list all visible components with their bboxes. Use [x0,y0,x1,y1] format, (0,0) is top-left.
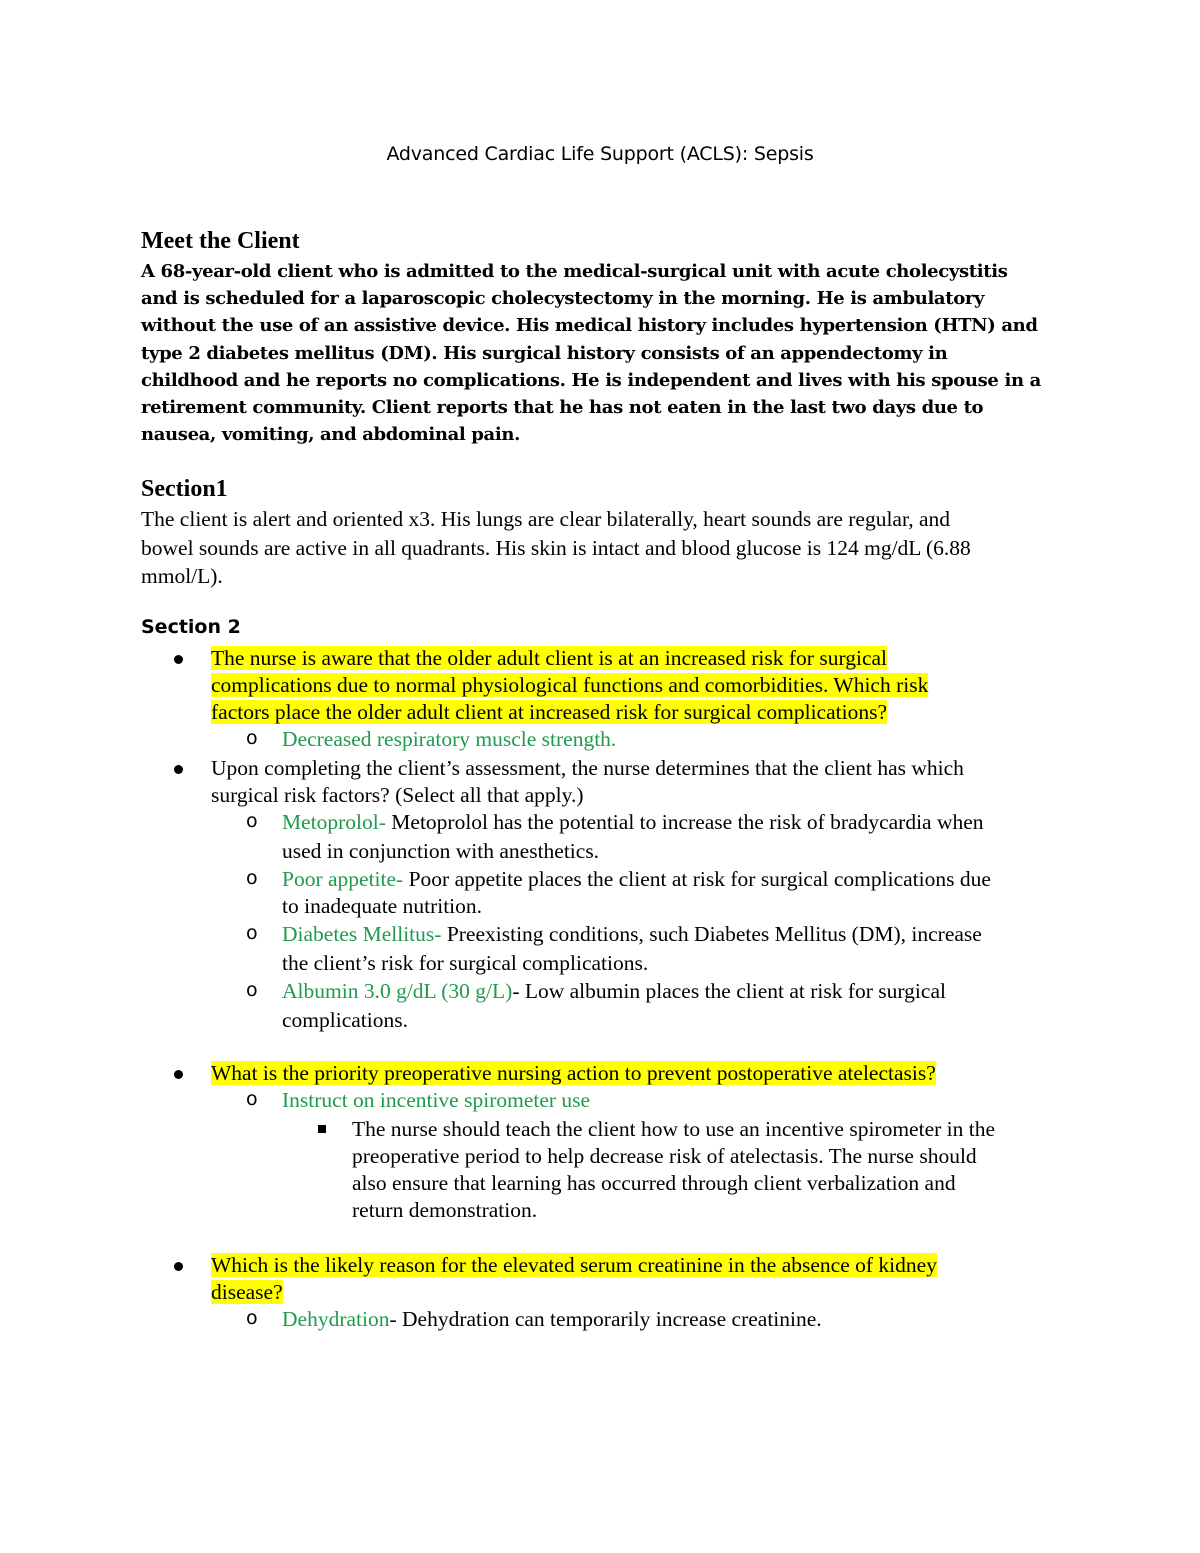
client-line: and is scheduled for a laparoscopic cholecystectomy in the morning. He is ambulatory [141,288,985,310]
square-bullet-icon [318,1125,326,1133]
rationale-line: return demonstration. [352,1198,538,1222]
client-line: retirement community. Client reports that he has not eaten in the last two days due to [141,397,984,419]
circle-bullet-icon: o [246,979,258,1001]
circle-bullet-icon: o [246,1307,258,1329]
client-line: nausea, vomiting, and abdominal pain. [141,424,520,446]
client-line: type 2 diabetes mellitus (DM). His surgical history consists of an appendectomy in [141,342,948,364]
section1-line: The client is alert and oriented x3. His lungs are clear bilaterally, heart sounds are regular, and [141,507,951,531]
section1-line: bowel sounds are active in all quadrants. His skin is intact and blood glucose is 124 mg/dL (6.88 [141,535,971,560]
circle-bullet-icon: o [246,1088,258,1110]
circle-bullet-icon: o [246,922,258,944]
circle-bullet-icon: o [246,810,258,832]
question-3: What is the priority preoperative nursing action to prevent postoperative atelectasis? [211,1061,936,1085]
section1-heading: Section1 [141,476,228,502]
rationale-line: The nurse should teach the client how to use an incentive spirometer in the [352,1117,996,1141]
circle-bullet-icon: o [246,867,258,889]
bullet-icon [174,1070,183,1079]
client-line: childhood and he reports no complications. He is independent and lives with his spouse in a [141,369,1041,391]
answer-3: Instruct on incentive spirometer use [282,1088,591,1112]
question-4-line: Which is the likely reason for the elevated serum creatinine in the absence of kidney [211,1253,937,1277]
bullet-icon [174,765,183,774]
answer-item-cont: used in conjunction with anesthetics. [282,839,600,863]
rationale-line: preoperative period to help decrease risk of atelectasis. The nurse should [352,1144,977,1168]
answer-item: Diabetes Mellitus- Preexisting conditions, such Diabetes Mellitus (DM), increase [282,922,982,946]
question-1-line: complications due to normal physiological functions and comorbidities. Which risk [211,673,929,697]
bullet-icon [174,655,183,664]
rationale-line: also ensure that learning has occurred through client verbalization and [352,1171,956,1195]
client-description [141,258,1071,448]
answer-item: Metoprolol- Metoprolol has the potential to increase the risk of bradycardia when [282,810,984,834]
meet-client-heading: Meet the Client [141,228,300,254]
client-line: without the use of an assistive device. His medical history includes hypertension (HTN) and [141,315,1038,337]
answer-1: Decreased respiratory muscle strength. [282,727,617,751]
question-4-line: disease? [211,1280,283,1304]
client-line: A 68-year-old client who is admitted to the medical-surgical unit with acute cholecystitis [141,261,1008,282]
question-2-line: surgical risk factors? (Select all that apply.) [211,783,584,807]
circle-bullet-icon: o [246,727,258,749]
section2-heading: Section 2 [141,616,241,638]
bullet-icon [174,1262,183,1271]
question-2-line: Upon completing the client’s assessment, the nurse determines that the client has which [211,756,964,780]
answer-item: Poor appetite- Poor appetite places the client at risk for surgical complications due [282,867,991,891]
question-1-line: factors place the older adult client at increased risk for surgical complications? [211,700,887,724]
answer-item-cont: the client’s risk for surgical complications. [282,951,649,975]
answer-item-cont: complications. [282,1008,408,1032]
answer-4: Dehydration- Dehydration can temporarily increase creatinine. [282,1307,822,1331]
section1-text [141,505,1071,591]
answer-item: Albumin 3.0 g/dL (30 g/L)- Low albumin places the client at risk for surgical [282,979,946,1003]
section1-line: mmol/L). [141,564,223,588]
document-title: Advanced Cardiac Life Support (ACLS): Sepsis [386,143,814,165]
answer-item-cont: to inadequate nutrition. [282,894,483,918]
question-1-line: The nurse is aware that the older adult client is at an increased risk for surgical [211,646,888,670]
